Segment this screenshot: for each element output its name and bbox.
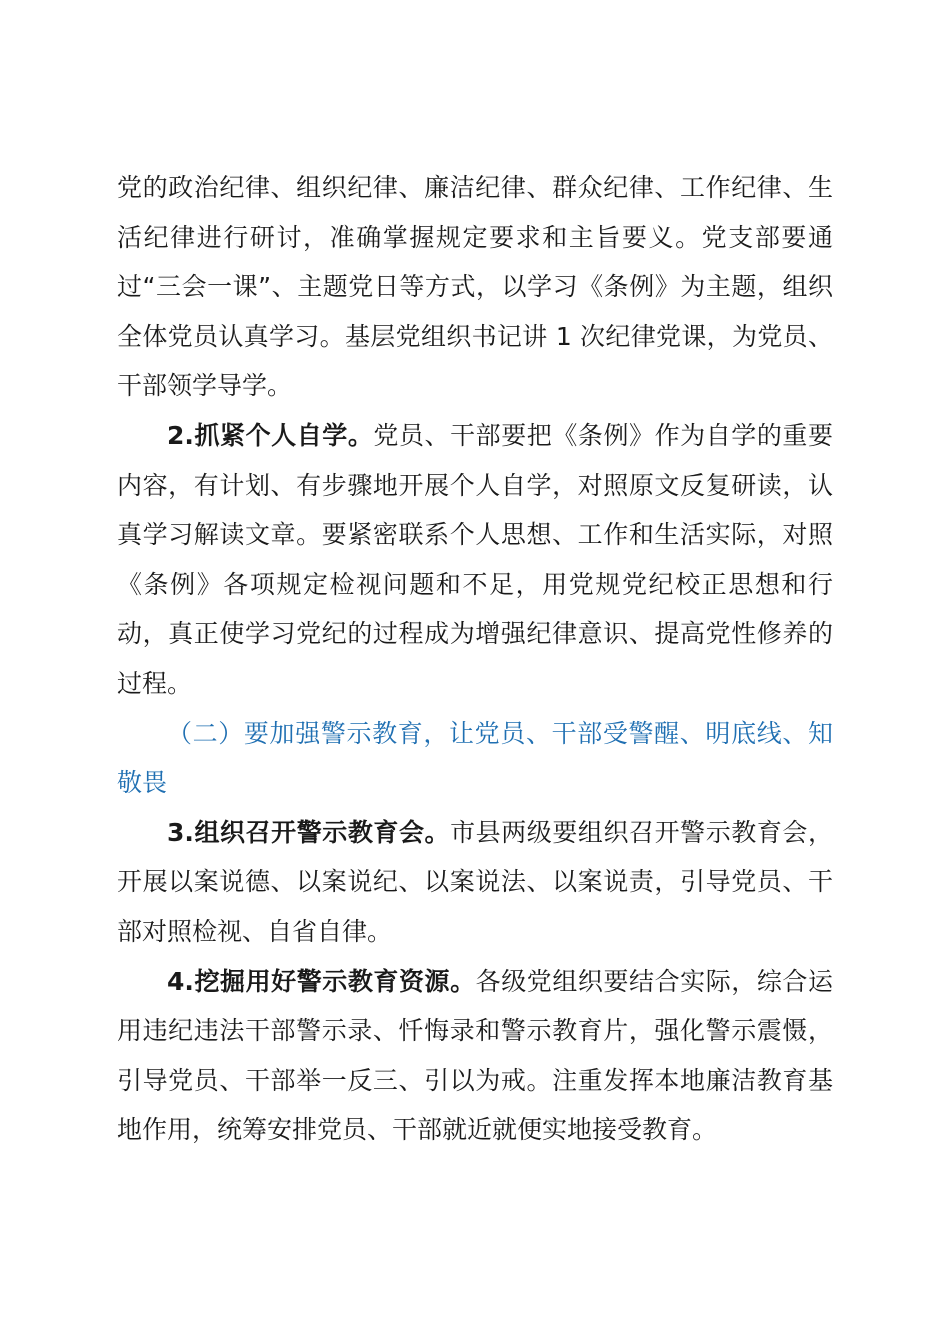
- item-4-text: 各级党组织要结合实际，综合运用违纪违法干部警示录、忏悔录和警示教育片，强化警示震慑，引导党员、干部举一反三、引以为戒。注重发挥本地廉洁教育基地作用，统筹安排党员、干部就近就便实地接受教育。: [117, 966, 833, 1145]
- document-body: [117, 163, 833, 1155]
- item-2-heading: 2.抓紧个人自学。: [167, 420, 374, 450]
- item-4-heading: 4.挖掘用好警示教育资源。: [167, 966, 476, 996]
- item-3-text: 市县两级要组织召开警示教育会，开展以案说德、以案说纪、以案说法、以案说责，引导党员、干部对照检视、自省自律。: [117, 817, 833, 946]
- paragraph-item-3: [117, 808, 833, 957]
- section-2-heading: （二）要加强警示教育，让党员、干部受警醒、明底线、知敬畏: [117, 718, 833, 798]
- paragraph-item-4: [117, 957, 833, 1155]
- paragraph-item-2: [117, 411, 833, 709]
- item-2-text: 党员、干部要把《条例》作为自学的重要内容，有计划、有步骤地开展个人自学，对照原文反复研读，认真学习解读文章。要紧密联系个人思想、工作和生活实际，对照《条例》各项规定检视问题和不足，用党规党纪校正思想和行动，真正使学习党纪的过程成为增强纪律意识、提高党性修养的过程。: [117, 420, 833, 698]
- paragraph-intro: 党的政治纪律、组织纪律、廉洁纪律、群众纪律、工作纪律、生活纪律进行研讨，准确掌握规定要求和主旨要义。党支部要通过“三会一课”、主题党日等方式，以学习《条例》为主题，组织全体党员认真学习。基层党组织书记讲 1 次纪律党课，为党员、干部领学导学。: [117, 173, 833, 401]
- item-3-heading: 3.组织召开警示教育会。: [167, 817, 451, 847]
